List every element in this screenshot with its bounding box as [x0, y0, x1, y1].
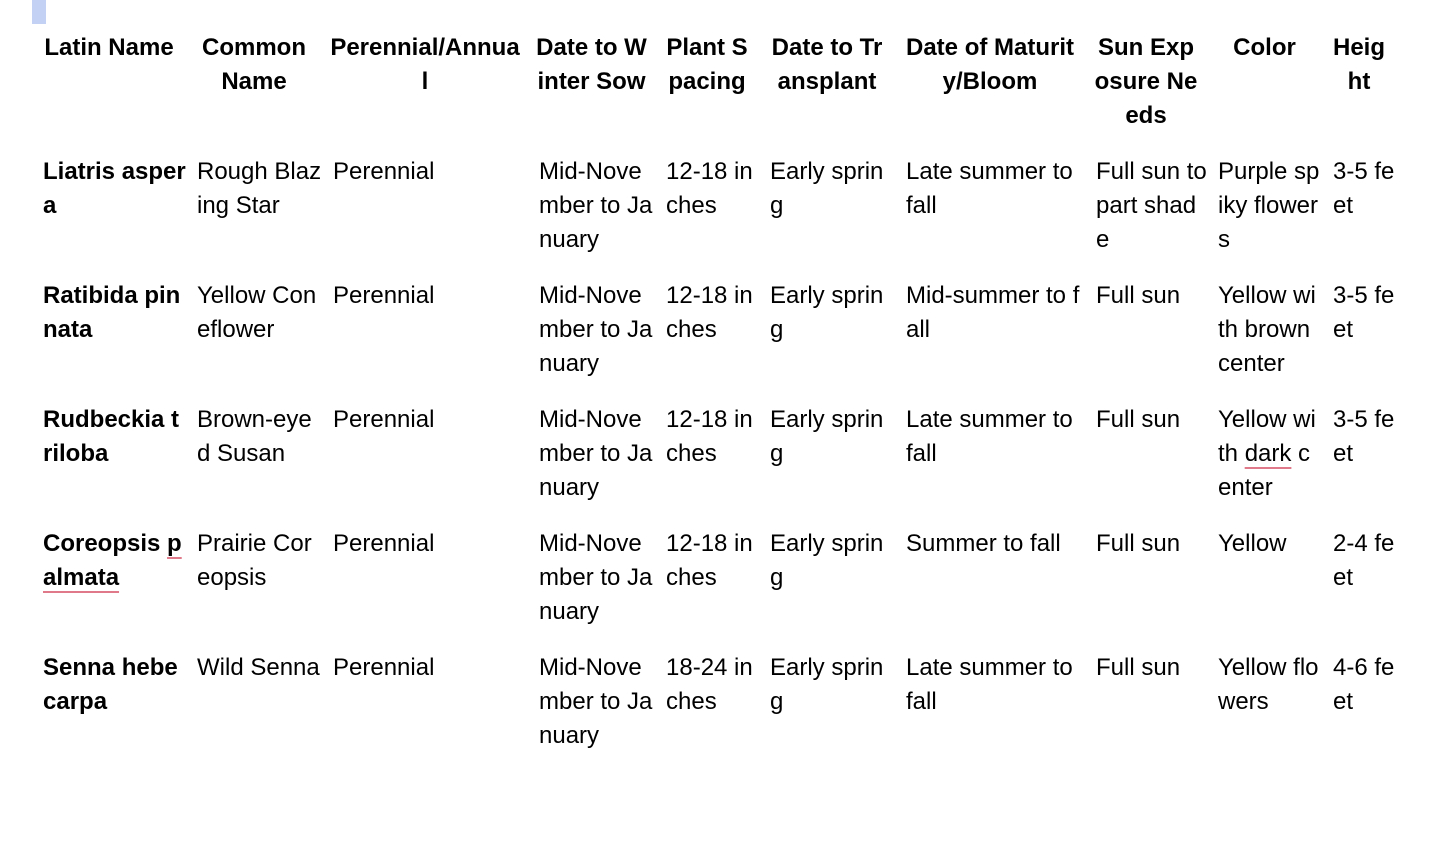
cell-latin-name[interactable]: Rudbeckia triloba	[43, 406, 180, 467]
cell-latin-name[interactable]: Ratibida pinnata	[43, 282, 181, 343]
cell-type[interactable]: Perennial	[333, 530, 435, 557]
spellcheck-word: palmata	[43, 530, 182, 591]
cell-transplant[interactable]: Early spring	[770, 158, 884, 219]
cell-common-name[interactable]: Yellow Coneflower	[197, 282, 317, 343]
header-color[interactable]: Color	[1233, 34, 1296, 61]
cell-color[interactable]: Yellow flowers	[1218, 654, 1319, 715]
cell-color[interactable]: Yellow with brown center	[1218, 282, 1316, 377]
cell-height[interactable]: 3-5 feet	[1333, 406, 1395, 467]
header-sun-exposure[interactable]: Sun Exposure Needs	[1094, 34, 1198, 129]
cell-sun[interactable]: Full sun to part shade	[1096, 158, 1207, 253]
cell-color[interactable]: Purple spiky flowers	[1218, 158, 1320, 253]
cell-sun[interactable]: Full sun	[1096, 406, 1181, 433]
cell-latin-name[interactable]: Senna hebecarpa	[43, 654, 178, 715]
cell-transplant[interactable]: Early spring	[770, 654, 884, 715]
header-date-to-transplant[interactable]: Date to Transplant	[771, 34, 883, 95]
cell-spacing[interactable]: 12-18 inches	[666, 406, 753, 467]
cell-maturity[interactable]: Late summer to fall	[906, 654, 1073, 715]
cell-common-name[interactable]: Prairie Coreopsis	[197, 530, 312, 591]
cell-type[interactable]: Perennial	[333, 654, 435, 681]
table-row	[32, 651, 1396, 775]
cell-transplant[interactable]: Early spring	[770, 406, 884, 467]
cell-spacing[interactable]: 12-18 inches	[666, 158, 753, 219]
header-row	[32, 31, 1396, 155]
cell-winter-sow[interactable]: Mid-November to January	[539, 158, 653, 253]
cell-type[interactable]: Perennial	[333, 282, 435, 309]
cell-sun[interactable]: Full sun	[1096, 530, 1181, 557]
cell-type[interactable]: Perennial	[333, 406, 435, 433]
cell-common-name[interactable]: Brown-eyed Susan	[197, 406, 312, 467]
cell-spacing[interactable]: 18-24 inches	[666, 654, 753, 715]
cell-color[interactable]: Yellow	[1218, 530, 1287, 557]
color-text-part: center	[1218, 440, 1311, 501]
cell-latin-name[interactable]	[32, 527, 186, 651]
header-date-to-winter-sow[interactable]: Date to Winter Sow	[536, 34, 647, 95]
cell-sun[interactable]: Full sun	[1096, 654, 1181, 681]
latin-genus: Coreopsis	[43, 530, 161, 557]
cell-common-name[interactable]: Rough Blazing Star	[197, 158, 322, 219]
table-row	[32, 403, 1396, 527]
table-row	[32, 155, 1396, 279]
cell-sun[interactable]: Full sun	[1096, 282, 1181, 309]
cell-height[interactable]: 3-5 feet	[1333, 158, 1395, 219]
cell-spacing[interactable]: 12-18 inches	[666, 530, 753, 591]
cell-height[interactable]: 3-5 feet	[1333, 282, 1395, 343]
header-latin-name[interactable]: Latin Name	[44, 34, 174, 61]
cell-height[interactable]: 2-4 feet	[1333, 530, 1395, 591]
cell-spacing[interactable]: 12-18 inches	[666, 282, 753, 343]
cell-height[interactable]: 4-6 feet	[1333, 654, 1395, 715]
cell-winter-sow[interactable]: Mid-November to January	[539, 282, 653, 377]
plant-table	[32, 31, 1396, 775]
header-height[interactable]: Height	[1332, 34, 1385, 95]
table-row	[32, 279, 1396, 403]
cell-maturity[interactable]: Late summer to fall	[906, 406, 1073, 467]
spellcheck-word: dark	[1244, 440, 1292, 467]
cell-transplant[interactable]: Early spring	[770, 282, 884, 343]
cell-color[interactable]	[1207, 403, 1322, 527]
header-date-of-maturity[interactable]: Date of Maturity/Bloom	[906, 34, 1074, 95]
cell-maturity[interactable]: Summer to fall	[906, 530, 1061, 557]
cell-latin-name[interactable]: Liatris aspera	[43, 158, 186, 219]
cell-maturity[interactable]: Mid-summer to fall	[906, 282, 1080, 343]
cell-winter-sow[interactable]: Mid-November to January	[539, 406, 653, 501]
color-text-part: Yellow with	[1218, 406, 1316, 467]
cell-maturity[interactable]: Late summer to fall	[906, 158, 1073, 219]
table-row	[32, 527, 1396, 651]
cell-transplant[interactable]: Early spring	[770, 530, 884, 591]
cell-winter-sow[interactable]: Mid-November to January	[539, 654, 653, 749]
cell-winter-sow[interactable]: Mid-November to January	[539, 530, 653, 625]
header-common-name[interactable]: Common Name	[202, 34, 306, 95]
cell-type[interactable]: Perennial	[333, 158, 435, 185]
text-cursor-highlight	[32, 0, 46, 24]
header-plant-spacing[interactable]: Plant Spacing	[666, 34, 748, 95]
cell-common-name[interactable]: Wild Senna	[197, 654, 320, 681]
header-perennial-annual[interactable]: Perennial/Annual	[330, 34, 520, 95]
